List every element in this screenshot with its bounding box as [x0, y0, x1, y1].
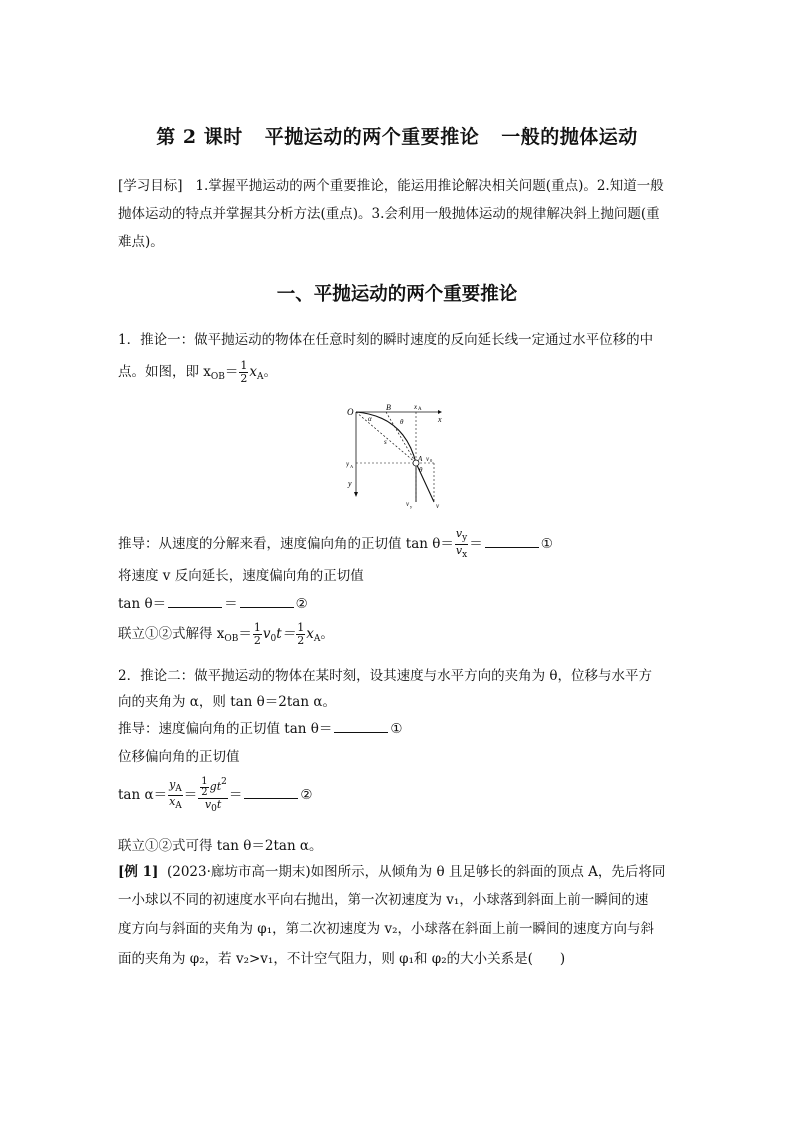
lesson-number: 第 2 课时: [156, 126, 243, 148]
example-label: [例 1]: [118, 864, 159, 880]
inference2-combine: 联立①②式可得 tan θ＝2tan α。: [118, 838, 323, 854]
answer-blank[interactable]: [240, 595, 294, 608]
svg-text:A: A: [418, 407, 422, 412]
label-theta-1: θ: [400, 418, 404, 426]
answer-blank[interactable]: [334, 720, 388, 733]
y-axis-arrow: [354, 492, 358, 497]
title-part-a: 平抛运动的两个重要推论: [264, 126, 480, 148]
inference2-line-2: 向的夹角为 α，则 tan θ＝2tan α。: [118, 694, 336, 710]
example-line-3: 度方向与斜面的夹角为 φ₁，第二次初速度为 v₂，小球落在斜面上前一瞬间的速度方向与斜: [118, 921, 654, 937]
svg-text:0: 0: [430, 458, 433, 463]
inference2-disp-label: 位移偏向角的正切值: [118, 749, 240, 765]
label-a: A: [418, 455, 423, 463]
objectives-label: [学习目标]: [118, 178, 183, 194]
inference1-combine: 联立①②式解得 $x_{OB}=$ $\frac{1}{2}$ $v_0t=$ $\frac{1}{2}$ $x_A$。: [118, 621, 334, 647]
objectives-line-1: 1.掌握平抛运动的两个重要推论，能运用推论解决相关问题(重点)。2.知道一般: [195, 178, 664, 194]
label-xa: x: [414, 403, 418, 411]
inference2-tan-alpha: tan α＝ $\frac{y_A}{x_A}$ ＝ $\frac{1}{2}$ $gt^2$ $v_0t$ ＝ ②: [118, 775, 313, 814]
label-b: B: [386, 403, 391, 412]
inference1-line-2: 点。如图，即 $x_{OB}=$ $\frac{1}{2}$ $x_A$。: [118, 359, 278, 385]
example-line-1: [例 1] (2023·廊坊市高一期末)如图所示，从倾角为 θ 且足够长的斜面的顶点 A，先后将同: [118, 864, 666, 880]
title-part-b: 一般的抛体运动: [501, 126, 638, 148]
svg-text:y: y: [410, 504, 413, 509]
lesson-title: [0, 122, 794, 149]
fraction-vy-vx: $\frac{v_y}{v_x}$: [455, 527, 468, 560]
inference1-derivation: 推导：从速度的分解来看，速度偏向角的正切值 tan θ＝ $\frac{v_y}{v_x}$ ＝ ①: [118, 527, 553, 560]
label-y-axis: y: [348, 479, 352, 488]
svg-text:A: A: [350, 464, 354, 469]
inference1-extend: 将速度 v 反向延长，速度偏向角的正切值: [118, 568, 364, 584]
objectives-line-3: 难点)。: [118, 234, 164, 250]
objectives-line-2: 抛体运动的特点并掌握其分析方法(重点)。3.会利用一般抛体运动的规律解决斜上抛问题(重: [118, 206, 660, 222]
answer-blank[interactable]: [485, 535, 539, 548]
answer-blank[interactable]: [244, 786, 298, 799]
projectile-diagram: [346, 402, 446, 512]
label-v0: v: [426, 455, 430, 463]
inference1-line-1: 1．推论一：做平抛运动的物体在任意时刻的瞬时速度的反向延长线一定通过水平位移的中: [118, 332, 654, 348]
x-axis-arrow: [438, 410, 442, 414]
label-alpha: α: [368, 415, 372, 423]
inference2-derivation: 推导：速度偏向角的正切值 tan θ＝ ①: [118, 721, 403, 737]
example-line-4: 面的夹角为 φ₂，若 v₂>v₁，不计空气阻力，则 φ₁和 φ₂的大小关系是( ): [118, 951, 566, 967]
answer-blank[interactable]: [168, 595, 222, 608]
label-x-axis: x: [438, 415, 442, 424]
inference2-line-1: 2．推论二：做平抛运动的物体在某时刻，设其速度与水平方向的夹角为 θ，位移与水平方: [118, 668, 653, 684]
learning-objectives: [118, 172, 678, 256]
inference1-tan-theta: tan θ＝ ＝ ②: [118, 596, 308, 612]
label-vy: v: [406, 500, 410, 508]
label-s: s: [384, 438, 387, 446]
example-line-2: 一小球以不同的初速度水平向右抛出，第一次初速度为 v₁，小球落到斜面上前一瞬间的速: [118, 892, 649, 908]
label-v: v: [436, 502, 440, 510]
fraction-half: $\frac{1}{2}$: [240, 359, 248, 385]
label-theta-2: θ: [419, 466, 423, 474]
section-heading: 一、平抛运动的两个重要推论: [276, 284, 518, 305]
label-ya: y: [346, 460, 350, 468]
fraction-displacement: $\frac{1}{2}$ $gt^2$ $v_0t$: [198, 776, 228, 815]
label-o: O: [347, 407, 354, 417]
